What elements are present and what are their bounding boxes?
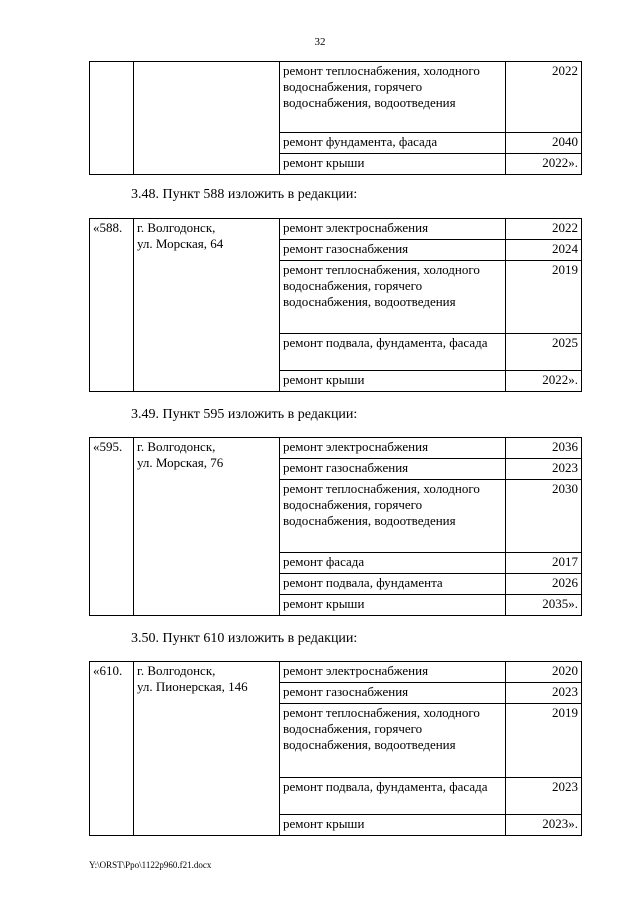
year-cell: 2030 [506,480,582,553]
year-cell: 2022 [506,62,582,133]
work-cell: ремонт фасада [280,553,506,574]
work-cell: ремонт теплоснабжения, холодного водоснабжения, горячего водоснабжения, водоотведения [280,704,506,778]
year-cell: 2035». [506,595,582,616]
work-cell: ремонт газоснабжения [280,459,506,480]
table-continuation [89,61,582,175]
heading-3-50: 3.50. Пункт 610 изложить в редакции: [131,631,358,646]
work-cell: ремонт крыши [280,815,506,836]
num-cell [90,62,134,175]
work-cell: ремонт газоснабжения [280,240,506,261]
work-cell: ремонт электроснабжения [280,662,506,683]
work-cell: ремонт подвала, фундамента, фасада [280,778,506,815]
year-cell: 2022». [506,371,582,392]
year-cell: 2040 [506,133,582,154]
year-cell: 2020 [506,662,582,683]
year-cell: 2025 [506,334,582,371]
address-cell [134,438,280,616]
work-cell: ремонт электроснабжения [280,219,506,240]
year-cell: 2023». [506,815,582,836]
num-cell: «595. [90,438,134,616]
page-number: 32 [314,36,326,48]
address-cell [134,62,280,175]
address-cell [134,219,280,392]
work-cell: ремонт теплоснабжения, холодного водоснабжения, горячего водоснабжения, водоотведения [280,480,506,553]
work-cell: ремонт теплоснабжения, холодного водоснабжения, горячего водоснабжения, водоотведения [280,62,506,133]
year-cell: 2019 [506,704,582,778]
address-line: ул. Пионерская, 146 [137,679,248,694]
work-cell: ремонт подвала, фундамента, фасада [280,334,506,371]
table-610 [89,661,582,836]
work-cell: ремонт фундамента, фасада [280,133,506,154]
year-cell: 2023 [506,459,582,480]
table-588 [89,218,582,392]
work-cell: ремонт газоснабжения [280,683,506,704]
address-line: г. Волгодонск, [137,220,216,235]
year-cell: 2019 [506,261,582,334]
work-cell: ремонт теплоснабжения, холодного водоснабжения, горячего водоснабжения, водоотведения [280,261,506,334]
address-line: г. Волгодонск, [137,439,216,454]
year-cell: 2017 [506,553,582,574]
num-cell: «588. [90,219,134,392]
heading-3-48: 3.48. Пункт 588 изложить в редакции: [131,187,358,202]
work-cell: ремонт электроснабжения [280,438,506,459]
table-row [90,662,582,683]
work-cell: ремонт подвала, фундамента [280,574,506,595]
year-cell: 2023 [506,778,582,815]
year-cell: 2026 [506,574,582,595]
num-cell: «610. [90,662,134,836]
year-cell: 2022». [506,154,582,175]
table-row [90,438,582,459]
work-cell: ремонт крыши [280,154,506,175]
table-row [90,62,582,133]
work-cell: ремонт крыши [280,595,506,616]
address-line: г. Волгодонск, [137,663,216,678]
year-cell: 2024 [506,240,582,261]
address-line: ул. Морская, 64 [137,236,224,251]
table-row [90,219,582,240]
footer-file-path: Y:\ORST\Ppo\1122p960.f21.docx [89,860,212,870]
address-cell [134,662,280,836]
table-595 [89,437,582,616]
work-cell: ремонт крыши [280,371,506,392]
address-line: ул. Морская, 76 [137,455,224,470]
heading-3-49: 3.49. Пункт 595 изложить в редакции: [131,407,358,422]
year-cell: 2022 [506,219,582,240]
year-cell: 2023 [506,683,582,704]
year-cell: 2036 [506,438,582,459]
